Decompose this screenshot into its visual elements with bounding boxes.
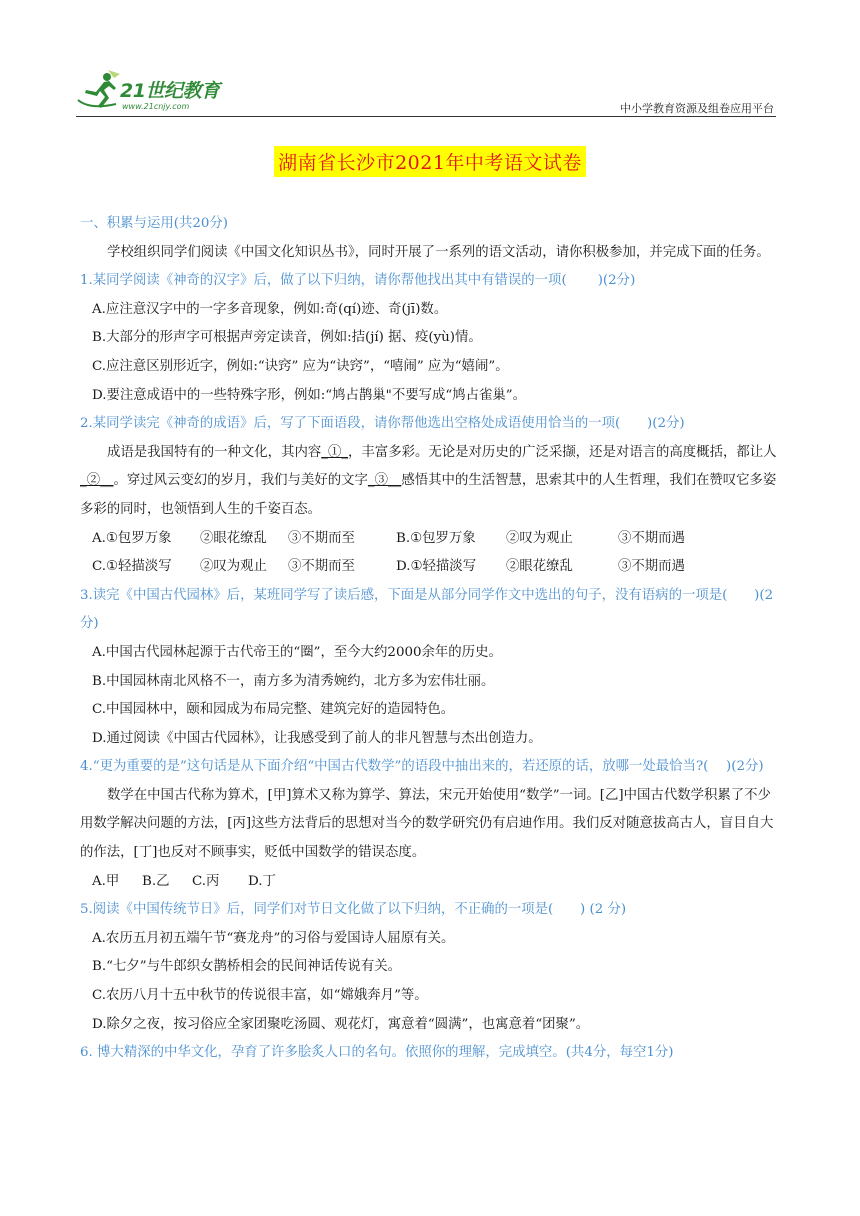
title-wrapper (0, 146, 860, 177)
question-6-stem: 6. 博大精深的中华文化，孕育了许多脍炙人口的名句。依照你的理解，完成填空。(共4分，每空1分) (80, 1045, 674, 1061)
option-cell: ③不期而遇 (618, 559, 685, 575)
question-5-option-b: B.“七夕”与牛郎织女鹊桥相会的民间神话传说有关。 (92, 959, 401, 975)
question-1-stem: 1.某同学阅读《神奇的汉字》后，做了以下归纳，请你帮他找出其中有错误的一项( )(2分) (80, 273, 636, 289)
option-cell: D.①轻描淡写 (396, 559, 477, 575)
passage-part-2: ，丰富多彩。无论是对历史的广泛采撷，还是对语言的高度概括，都让人 (348, 444, 777, 460)
runner-logo-icon (76, 68, 122, 112)
section-intro: 学校组织同学们阅读《中国文化知识丛书》，同时开展了一系列的语文活动，请你积极参加，并完成下面的任务。 (107, 244, 770, 260)
passage-part-4: 感悟其中的生活智慧，思索其中的人生哲理，我们在赞叹它多姿多彩的同时，也领悟到人生的千姿百态。 (80, 473, 777, 517)
question-5-option-c: C.农历八月十五中秋节的传说很丰富，如“嫦娥奔月”等。 (92, 988, 428, 1004)
exam-content (80, 210, 783, 1068)
option-cell: A.甲 (92, 873, 120, 889)
section-heading: 一、积累与运用(共20分) (80, 216, 229, 231)
question-4-stem: 4.“更为重要的是”这句话是从下面介绍“中国古代数学”的语段中抽出来的，若还原的话，放哪一处最恰当?( )(2分) (80, 759, 764, 775)
question-1-option-c: C.应注意区别形近字，例如:“诀窍” 应为“诀窍”，“嘻闹” 应为“嬉闹”。 (92, 358, 509, 374)
page-header (76, 64, 776, 117)
blank-3: _③__ (367, 473, 402, 489)
passage-part-1: 成语是我国特有的一种文化，其内容 (107, 444, 322, 460)
logo (76, 68, 246, 114)
question-5-option-a: A.农历五月初五端午节“赛龙舟”的习俗与爱国诗人屈原有关。 (92, 930, 455, 946)
page-title: 湖南省长沙市2021年中考语文试卷 (274, 146, 586, 177)
option-cell: B.乙 (142, 873, 170, 889)
question-2-options-row-2 (80, 553, 783, 582)
logo-text: 21世纪教育 (120, 80, 220, 102)
option-cell: B.①包罗万象 (396, 530, 476, 546)
passage-part-3: 。穿过风云变幻的岁月，我们与美好的文字 (113, 473, 368, 489)
option-cell: ②眼花缭乱 (200, 530, 267, 546)
question-3-option-a: A.中国古代园林起源于古代帝王的“圈”，至今大约2000余年的历史。 (92, 644, 502, 660)
question-3-stem: 3.读完《中国古代园林》后，某班同学写了读后感，下面是从部分同学作文中选出的句子，没有语病的一项是( )(2分) (80, 587, 774, 632)
question-2-stem: 2.某同学读完《神奇的成语》后，写了下面语段，请你帮他选出空格处成语使用恰当的一项( )(2分) (80, 416, 685, 432)
question-1-option-b: B.大部分的形声字可根据声旁定读音，例如:拮(jí) 据、疫(yù)情。 (92, 330, 482, 346)
question-4-options (80, 868, 783, 897)
platform-name: 中小学教育资源及组卷应用平台 (620, 102, 774, 115)
option-cell: ②叹为观止 (506, 530, 573, 546)
option-cell: A.①包罗万象 (92, 530, 172, 546)
question-2-options-row-1 (80, 525, 783, 554)
option-cell: D.丁 (248, 873, 276, 889)
option-cell: C.①轻描淡写 (92, 559, 172, 575)
question-5-option-d: D.除夕之夜，按习俗应全家团聚吃汤圆、观花灯，寓意着“圆满”，也寓意着“团聚”。 (92, 1016, 590, 1032)
question-2-passage (80, 439, 783, 525)
option-cell: ③不期而至 (288, 530, 355, 546)
option-cell: ②叹为观止 (200, 559, 267, 575)
option-cell: ③不期而遇 (618, 530, 685, 546)
question-3-option-c: C.中国园林中，颐和园成为布局完整、建筑完好的造园特色。 (92, 702, 455, 718)
option-cell: ②眼花缭乱 (506, 559, 573, 575)
question-1-option-d: D.要注意成语中的一些特殊字形，例如:“鸠占鹊巢"不要写成“鸠占雀巢”。 (92, 387, 527, 403)
logo-url: www.21cnjy.com (122, 102, 190, 111)
question-3-option-b: B.中国园林南北风格不一，南方多为清秀婉约，北方多为宏伟壮丽。 (92, 673, 495, 689)
question-4-passage: 数学在中国古代称为算术，[甲]算术又称为算学、算法，宋元开始使用“数学”一词。[乙]中国古代数学积累了不少用数学解决问题的方法，[丙]这些方法背后的思想对当今的数学研究仍有启迪作用。我们反对随意拔高古人，盲目自大的作法，[丁]也反对不顾事实，贬低中国数学的错误态度。 (80, 787, 774, 861)
question-5-stem: 5.阅读《中国传统节日》后，同学们对节日文化做了以下归纳，不正确的一项是( ) (2 分) (80, 902, 627, 918)
option-cell: C.丙 (192, 873, 220, 889)
question-1-option-a: A.应注意汉字中的一字多音现象，例如:奇(qí)迹、奇(jī)数。 (92, 301, 448, 317)
option-cell: ③不期而至 (288, 559, 355, 575)
question-3-option-d: D.通过阅读《中国古代园林》，让我感受到了前人的非凡智慧与杰出创造力。 (92, 730, 542, 746)
blank-1: _①_ (321, 444, 349, 460)
blank-2: _②__ (80, 473, 114, 489)
